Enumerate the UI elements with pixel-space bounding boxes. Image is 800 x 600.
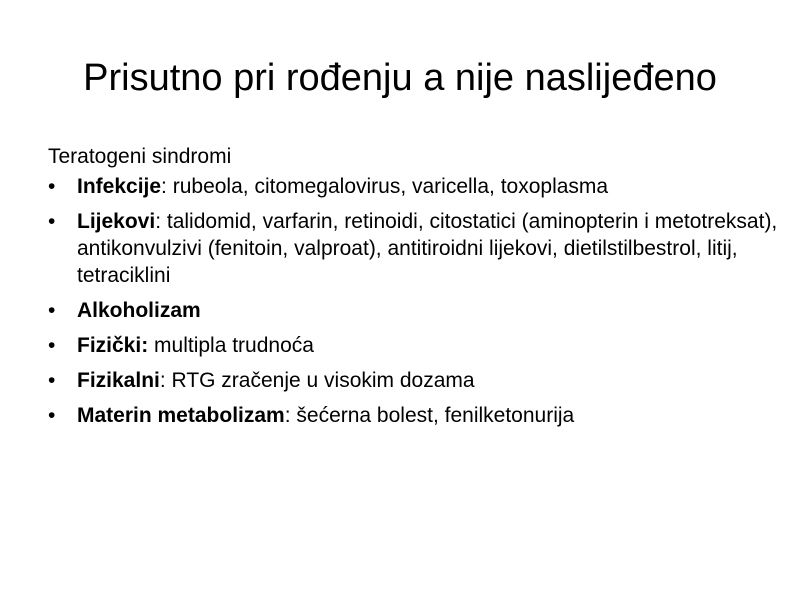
bullet-term: Lijekovi [77,210,156,233]
bullet-icon: • [48,299,56,322]
bullet-term: Alkoholizam [77,299,201,322]
intro-text: Teratogeni sindromi [48,145,232,168]
slide-content [48,143,778,437]
bullet-term: Infekcije [77,175,162,198]
bullet-icon: • [48,175,56,198]
bullet-text: : šećerna bolest, fenilketonurija [284,404,575,427]
bullet-text: : talidomid, varfarin, retinoidi, citostatici (aminopterin i metotreksat), antikonvulzivi (fenitoin, valproat), antitiroidni lijekovi, dietilstilbestrol, litij, tetraciklini [77,210,778,287]
bullet-item-alkoholizam [48,297,778,324]
bullet-icon: • [48,369,56,392]
bullet-term: Fizikalni [77,369,160,392]
bullet-item-fizikalni [48,367,778,394]
bullet-term: Fizički: [77,334,149,357]
slide-title: Prisutno pri rođenju a nije naslijeđeno [83,57,717,99]
bullet-item-fizicki [48,332,778,359]
bullet-icon: • [48,334,56,357]
bullet-icon: • [48,404,56,427]
bullet-text: : rubeola, citomegalovirus, varicella, toxoplasma [161,175,609,198]
bullet-item-infekcije [48,173,778,200]
bullet-item-lijekovi [48,208,778,289]
bullet-text: multipla trudnoća [148,334,314,357]
bullet-icon: • [48,210,56,233]
bullet-term: Materin metabolizam [77,404,285,427]
bullet-list [48,173,778,429]
bullet-text: : RTG zračenje u visokim dozama [159,369,475,392]
bullet-item-materin-metabolizam [48,402,778,429]
